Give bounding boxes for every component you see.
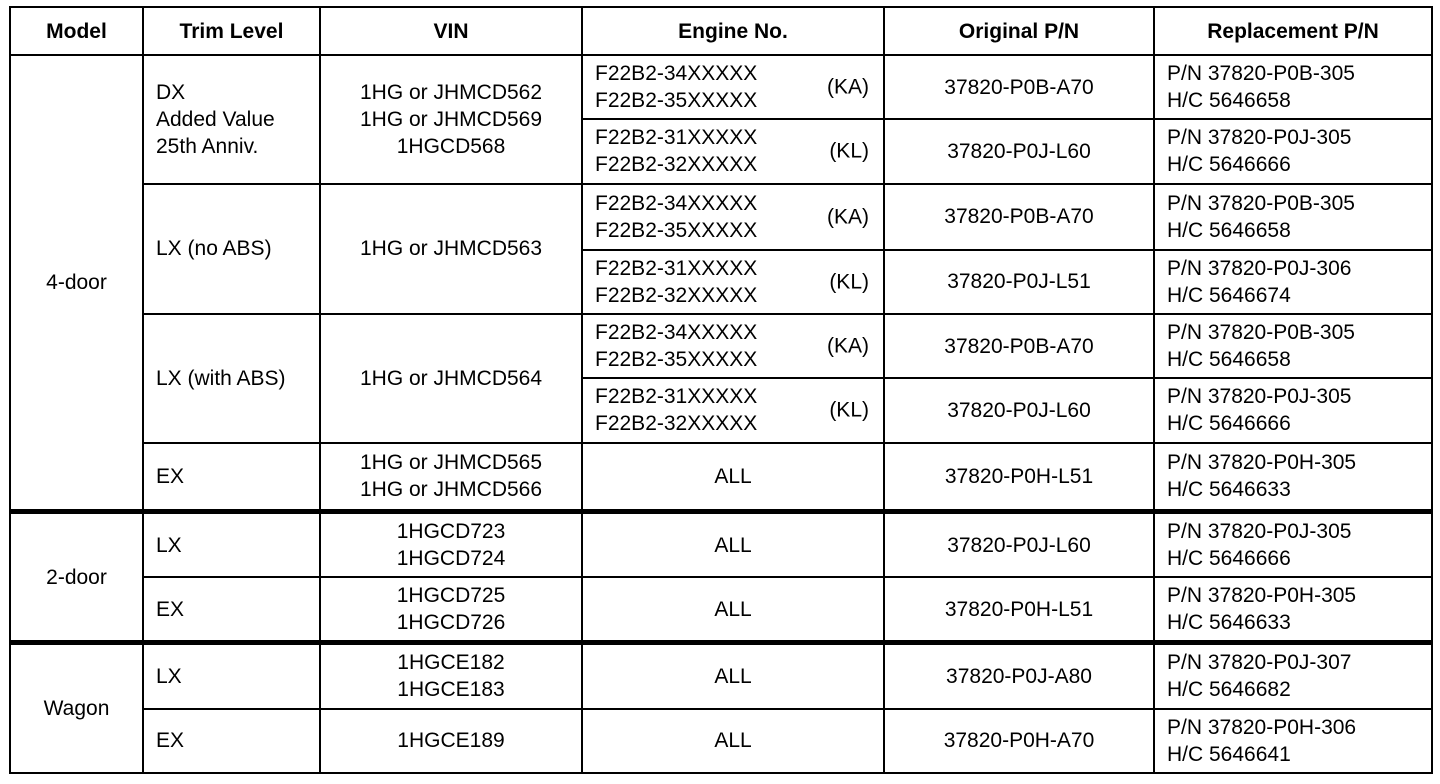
replacement-pn-cell bbox=[1154, 314, 1432, 378]
engine-no-cell bbox=[582, 512, 884, 577]
replacement-pn-cell-line: H/C 5646658 bbox=[1167, 218, 1291, 242]
original-pn-cell: 37820-P0B-A70 bbox=[884, 314, 1154, 378]
engine-numbers-line: F22B2-34XXXXX bbox=[595, 62, 758, 86]
original-pn-cell: 37820-P0J-A80 bbox=[884, 642, 1154, 708]
replacement-pn-cell-line: H/C 5646666 bbox=[1167, 547, 1291, 571]
engine-code: (KA) bbox=[827, 75, 869, 99]
original-pn-cell: 37820-P0H-A70 bbox=[884, 709, 1154, 773]
replacement-pn-cell bbox=[1154, 378, 1432, 442]
replacement-pn-cell bbox=[1154, 709, 1432, 773]
engine-numbers-line: F22B2-31XXXXX bbox=[595, 385, 758, 409]
engine-numbers-line: F22B2-35XXXXX bbox=[595, 348, 758, 372]
replacement-pn-cell-line: P/N 37820-P0B-305 bbox=[1167, 321, 1355, 345]
vin-cell-line: 1HGCD568 bbox=[396, 134, 506, 158]
engine-no-cell bbox=[582, 577, 884, 642]
engine-numbers-line: ALL bbox=[714, 729, 752, 753]
engine-no-cell bbox=[582, 642, 884, 708]
header-model: Model bbox=[10, 7, 143, 55]
engine-code: (KL) bbox=[829, 139, 869, 163]
vin-cell bbox=[320, 642, 582, 708]
replacement-pn-cell-line: P/N 37820-P0J-305 bbox=[1167, 126, 1352, 150]
trim-level-cell-line: Added Value bbox=[156, 107, 275, 131]
trim-level-cell bbox=[143, 709, 320, 773]
replacement-pn-cell-line: P/N 37820-P0H-305 bbox=[1167, 584, 1357, 608]
replacement-pn-cell-line: H/C 5646666 bbox=[1167, 153, 1291, 177]
header-vin: VIN bbox=[320, 7, 582, 55]
engine-no-cell bbox=[582, 314, 884, 378]
original-pn-cell: 37820-P0J-L60 bbox=[884, 378, 1154, 442]
original-pn-cell: 37820-P0H-L51 bbox=[884, 577, 1154, 642]
trim-level-cell-line: DX bbox=[156, 80, 186, 104]
model-cell: Wagon bbox=[10, 642, 143, 773]
original-pn-cell: 37820-P0B-A70 bbox=[884, 184, 1154, 250]
engine-no-cell bbox=[582, 55, 884, 119]
vin-cell-line: 1HG or JHMCD562 bbox=[359, 80, 543, 104]
engine-numbers bbox=[595, 727, 871, 754]
original-pn-cell: 37820-P0J-L60 bbox=[884, 512, 1154, 577]
engine-numbers-line: F22B2-31XXXXX bbox=[595, 256, 758, 280]
replacement-pn-cell-line: P/N 37820-P0B-305 bbox=[1167, 62, 1355, 86]
engine-no-cell bbox=[582, 378, 884, 442]
engine-no-cell bbox=[582, 119, 884, 183]
replacement-pn-cell-line: P/N 37820-P0J-307 bbox=[1167, 651, 1352, 675]
vin-cell bbox=[320, 184, 582, 315]
original-pn-cell: 37820-P0H-L51 bbox=[884, 443, 1154, 512]
engine-numbers bbox=[595, 463, 871, 490]
trim-level-cell-line: LX bbox=[156, 664, 182, 688]
table-row bbox=[10, 577, 1432, 642]
replacement-pn-cell-line: P/N 37820-P0J-305 bbox=[1167, 520, 1352, 544]
table-row bbox=[10, 512, 1432, 577]
vin-cell-line: 1HG or JHMCD565 bbox=[359, 451, 543, 475]
engine-no-cell bbox=[582, 709, 884, 773]
vin-cell-line: 1HGCE183 bbox=[397, 678, 505, 702]
trim-level-cell bbox=[143, 314, 320, 443]
engine-numbers-line: F22B2-32XXXXX bbox=[595, 412, 758, 436]
replacement-pn-cell bbox=[1154, 55, 1432, 119]
table-row bbox=[10, 55, 1432, 119]
table-row bbox=[10, 184, 1432, 250]
engine-numbers-line: ALL bbox=[714, 597, 752, 621]
engine-numbers bbox=[595, 60, 757, 114]
engine-numbers-line: F22B2-32XXXXX bbox=[595, 283, 758, 307]
engine-no-cell bbox=[582, 250, 884, 314]
vin-cell-line: 1HGCD725 bbox=[396, 584, 506, 608]
replacement-pn-cell bbox=[1154, 443, 1432, 512]
replacement-pn-cell-line: H/C 5646658 bbox=[1167, 89, 1291, 113]
table-row bbox=[10, 443, 1432, 512]
engine-numbers bbox=[595, 663, 871, 690]
original-pn-cell: 37820-P0B-A70 bbox=[884, 55, 1154, 119]
engine-numbers bbox=[595, 383, 757, 437]
replacement-pn-cell-line: P/N 37820-P0H-306 bbox=[1167, 715, 1357, 739]
trim-level-cell-line: EX bbox=[156, 597, 185, 621]
replacement-pn-cell bbox=[1154, 512, 1432, 577]
engine-numbers-line: F22B2-32XXXXX bbox=[595, 153, 758, 177]
trim-level-cell bbox=[143, 642, 320, 708]
table-body bbox=[10, 55, 1432, 773]
replacement-pn-cell-line: P/N 37820-P0J-305 bbox=[1167, 385, 1352, 409]
replacement-pn-cell-line: H/C 5646658 bbox=[1167, 348, 1291, 372]
engine-no-cell bbox=[582, 184, 884, 250]
replacement-pn-cell-line: H/C 5646641 bbox=[1167, 742, 1291, 766]
vin-cell bbox=[320, 314, 582, 443]
trim-level-cell-line: EX bbox=[156, 729, 185, 753]
trim-level-cell bbox=[143, 184, 320, 315]
replacement-pn-cell-line: H/C 5646666 bbox=[1167, 412, 1291, 436]
header-engine-no: Engine No. bbox=[582, 7, 884, 55]
vin-cell bbox=[320, 443, 582, 512]
vin-cell-line: 1HGCD724 bbox=[396, 547, 506, 571]
engine-numbers bbox=[595, 532, 871, 559]
vin-cell-line: 1HG or JHMCD563 bbox=[359, 237, 543, 261]
model-cell: 2-door bbox=[10, 512, 143, 643]
trim-level-cell-line: EX bbox=[156, 464, 185, 488]
table-row bbox=[10, 314, 1432, 378]
engine-numbers-line: F22B2-34XXXXX bbox=[595, 191, 758, 215]
vin-cell-line: 1HGCE182 bbox=[397, 651, 505, 675]
original-pn-cell: 37820-P0J-L51 bbox=[884, 250, 1154, 314]
replacement-pn-cell bbox=[1154, 184, 1432, 250]
replacement-pn-cell-line: P/N 37820-P0B-305 bbox=[1167, 191, 1355, 215]
vin-cell bbox=[320, 512, 582, 577]
header-row bbox=[10, 7, 1432, 55]
trim-level-cell-line: LX (no ABS) bbox=[156, 237, 272, 261]
vin-cell-line: 1HGCD723 bbox=[396, 520, 506, 544]
header-original-pn: Original P/N bbox=[884, 7, 1154, 55]
replacement-pn-cell bbox=[1154, 642, 1432, 708]
engine-numbers-line: F22B2-31XXXXX bbox=[595, 126, 758, 150]
vin-cell bbox=[320, 577, 582, 642]
replacement-pn-cell-line: P/N 37820-P0J-306 bbox=[1167, 256, 1352, 280]
engine-numbers-line: ALL bbox=[714, 664, 752, 688]
engine-numbers-line: F22B2-34XXXXX bbox=[595, 321, 758, 345]
engine-numbers-line: ALL bbox=[714, 533, 752, 557]
replacement-pn-cell bbox=[1154, 577, 1432, 642]
replacement-pn-cell bbox=[1154, 250, 1432, 314]
model-cell: 4-door bbox=[10, 55, 143, 512]
replacement-pn-cell-line: H/C 5646682 bbox=[1167, 678, 1291, 702]
replacement-pn-cell-line: H/C 5646633 bbox=[1167, 478, 1291, 502]
engine-code: (KL) bbox=[829, 270, 869, 294]
trim-level-cell bbox=[143, 443, 320, 512]
replacement-pn-cell-line: P/N 37820-P0H-305 bbox=[1167, 451, 1357, 475]
header-trim-level: Trim Level bbox=[143, 7, 320, 55]
vin-cell-line: 1HGCE189 bbox=[397, 729, 505, 753]
table-row bbox=[10, 642, 1432, 708]
trim-level-cell bbox=[143, 512, 320, 577]
vin-cell bbox=[320, 55, 582, 184]
vin-cell-line: 1HG or JHMCD564 bbox=[359, 366, 543, 390]
engine-numbers bbox=[595, 190, 757, 244]
engine-no-cell bbox=[582, 443, 884, 512]
table-row bbox=[10, 709, 1432, 773]
trim-level-cell-line: LX (with ABS) bbox=[156, 366, 286, 390]
vin-cell-line: 1HGCD726 bbox=[396, 611, 506, 635]
vin-cell-line: 1HG or JHMCD569 bbox=[359, 107, 543, 131]
vin-cell-line: 1HG or JHMCD566 bbox=[359, 478, 543, 502]
engine-numbers-line: F22B2-35XXXXX bbox=[595, 218, 758, 242]
vin-cell bbox=[320, 709, 582, 773]
parts-table bbox=[9, 6, 1433, 774]
engine-code: (KL) bbox=[829, 398, 869, 422]
engine-numbers bbox=[595, 124, 757, 178]
trim-level-cell-line: LX bbox=[156, 533, 182, 557]
engine-numbers-line: F22B2-35XXXXX bbox=[595, 89, 758, 113]
trim-level-cell bbox=[143, 577, 320, 642]
trim-level-cell bbox=[143, 55, 320, 184]
replacement-pn-cell-line: H/C 5646633 bbox=[1167, 611, 1291, 635]
engine-numbers bbox=[595, 319, 757, 373]
original-pn-cell: 37820-P0J-L60 bbox=[884, 119, 1154, 183]
engine-code: (KA) bbox=[827, 334, 869, 358]
replacement-pn-cell bbox=[1154, 119, 1432, 183]
engine-numbers bbox=[595, 596, 871, 623]
engine-code: (KA) bbox=[827, 205, 869, 229]
engine-numbers bbox=[595, 255, 757, 309]
trim-level-cell-line: 25th Anniv. bbox=[156, 134, 259, 158]
header-replacement-pn: Replacement P/N bbox=[1154, 7, 1432, 55]
replacement-pn-cell-line: H/C 5646674 bbox=[1167, 283, 1291, 307]
engine-numbers-line: ALL bbox=[714, 464, 752, 488]
